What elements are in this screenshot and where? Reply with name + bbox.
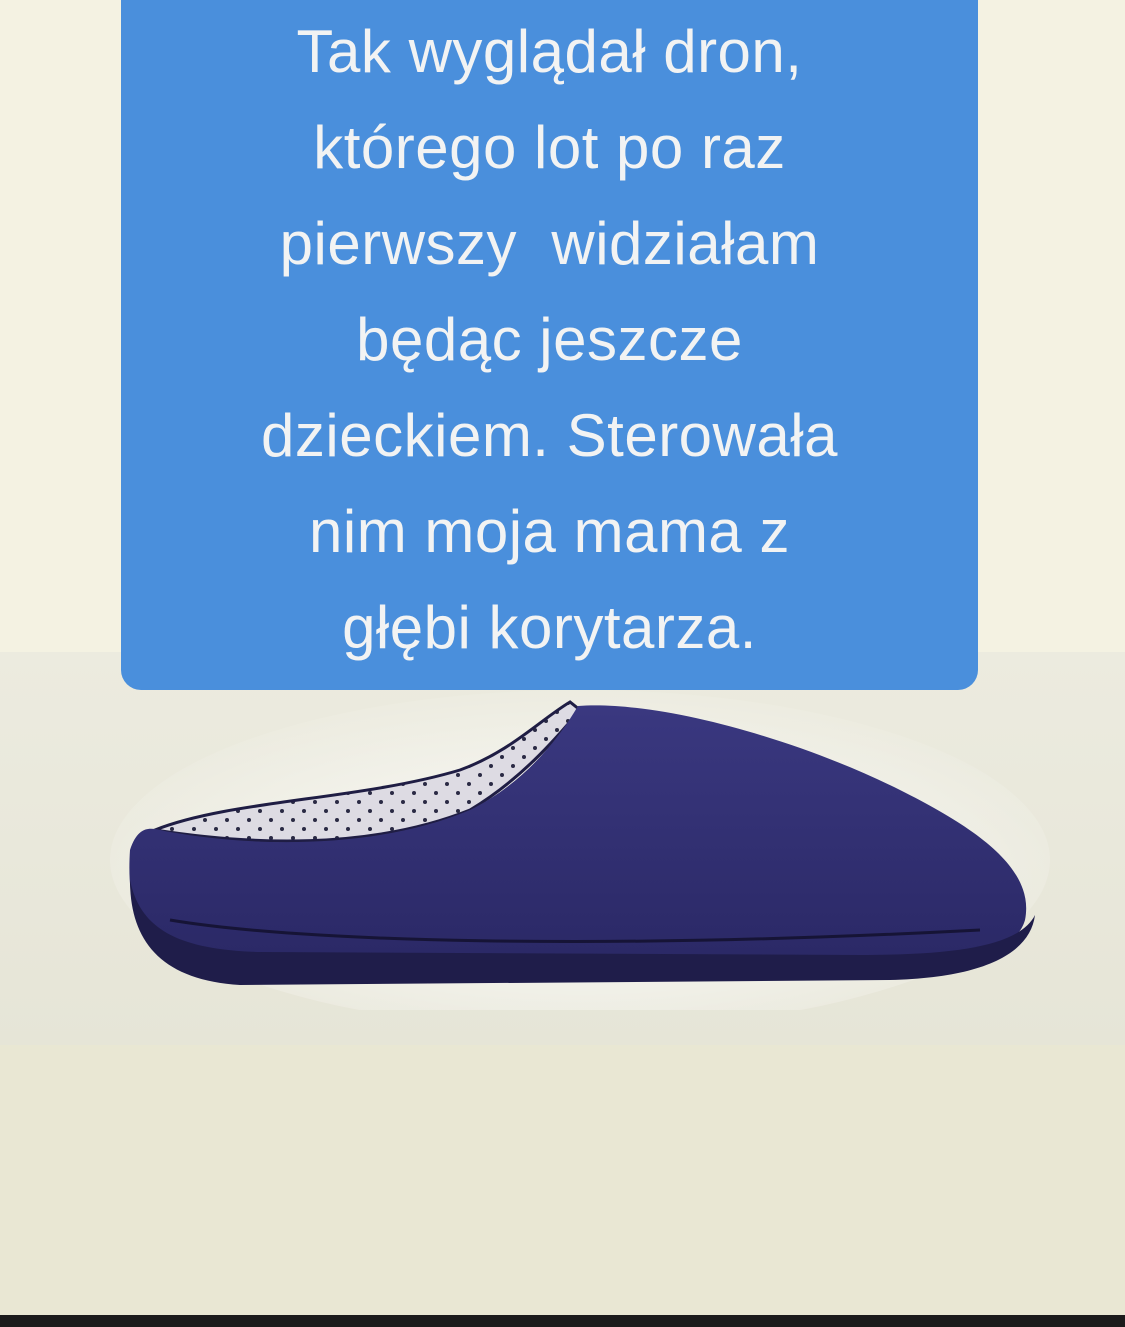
slipper-icon [100, 680, 1060, 1010]
bottom-bar [0, 1315, 1125, 1327]
caption-line-6: nim moja mama z [309, 498, 790, 565]
caption-line-1: Tak wyglądał dron, [296, 18, 803, 85]
caption-line-5: dzieckiem. Sterowała [261, 402, 838, 469]
caption-line-7: głębi korytarza. [342, 594, 757, 661]
caption-line-4: będąc jeszcze [356, 306, 743, 373]
caption-box [121, 0, 978, 690]
caption-line-2: którego lot po raz [313, 114, 786, 181]
caption-line-3: pierwszy widziałam [279, 210, 820, 277]
bottom-background [0, 1045, 1125, 1315]
